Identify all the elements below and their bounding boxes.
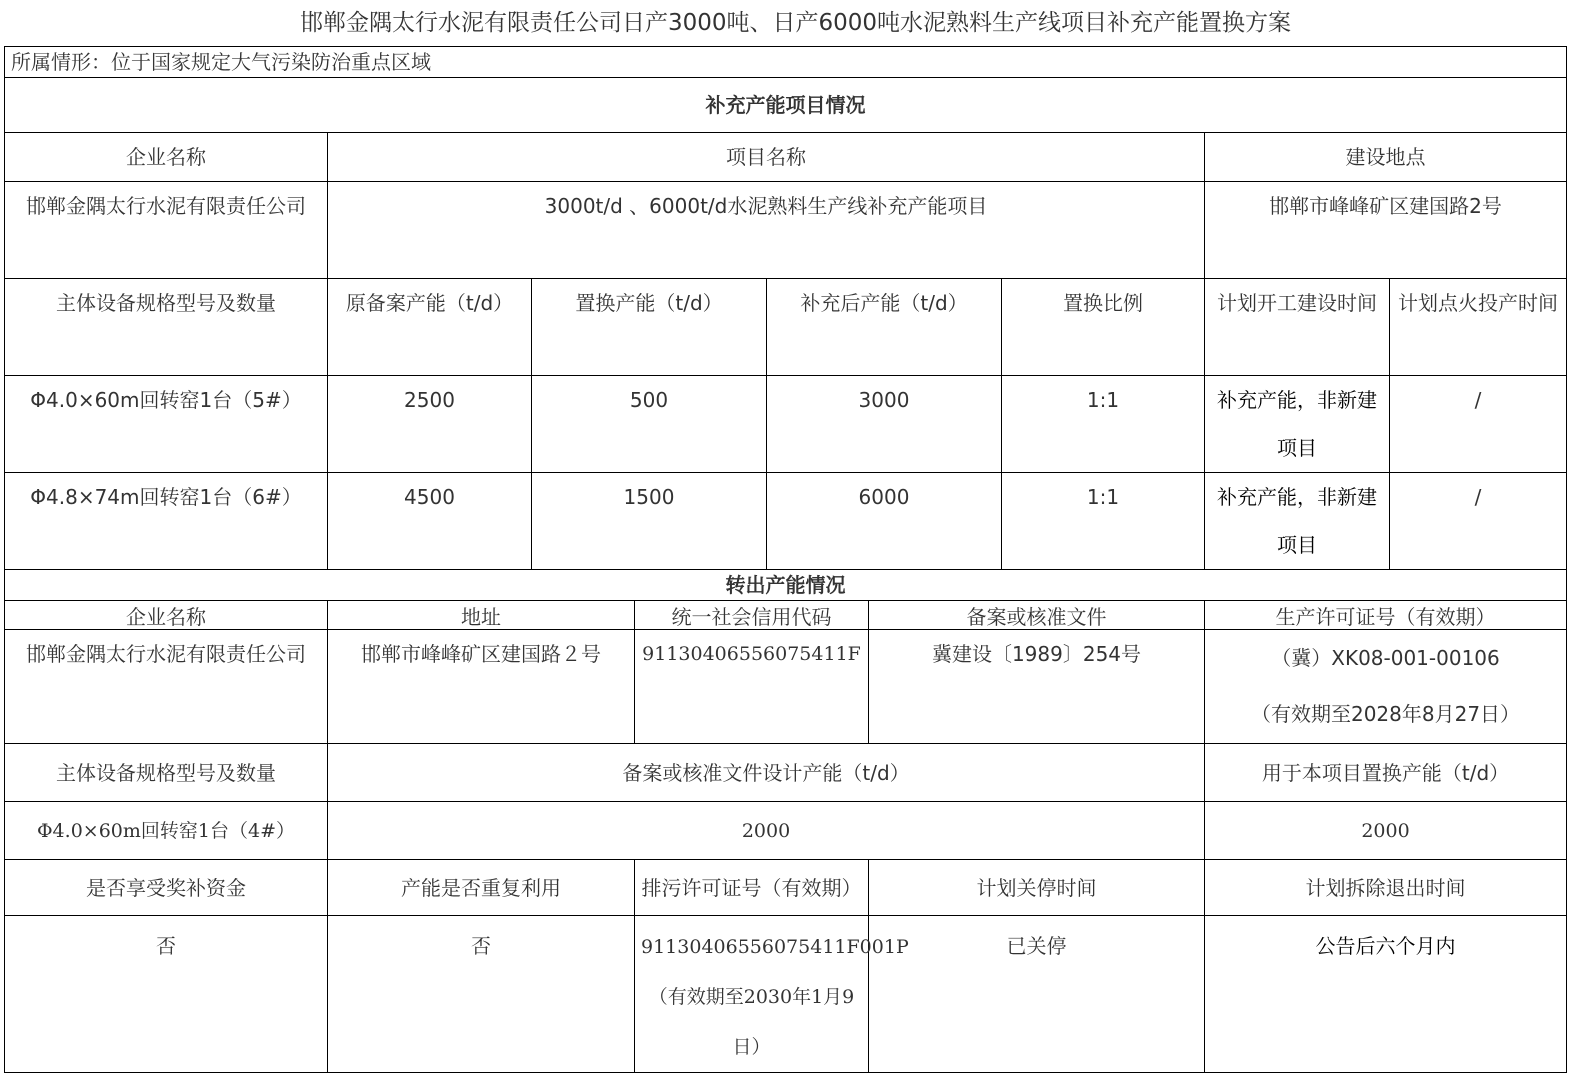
pollution-number: 91130406556075411F001P [641,936,909,958]
transfer-address-header: 地址 [328,601,635,630]
original-capacity-cell: 2500 [328,376,532,473]
transfer-used-cell: 2000 [1205,802,1567,860]
region-cell: 所属情形：位于国家规定大气污染防治重点区域 [5,47,1567,78]
fire-time-cell: / [1390,376,1567,473]
original-capacity-cell: 4500 [328,473,532,570]
capacity-replacement-table [4,46,1567,1073]
reuse-header: 产能是否重复利用 [328,860,635,916]
reuse-cell: 否 [328,916,635,1073]
pollution-header: 排污许可证号（有效期） [635,860,869,916]
transfer-design-cell: 2000 [328,802,1205,860]
replace-capacity-header: 置换产能（t/d） [532,279,767,376]
original-capacity-header: 原备案产能（t/d） [328,279,532,376]
transfer-used-header: 用于本项目置换产能（t/d） [1205,744,1567,802]
supplement-location-header: 建设地点 [1205,133,1567,182]
after-capacity-header: 补充后产能（t/d） [767,279,1002,376]
start-time-cell: 补充产能，非新建项目 [1205,473,1390,570]
ratio-header: 置换比例 [1002,279,1205,376]
supplement-company-header: 企业名称 [5,133,328,182]
equipment-cell: Φ4.0×60m回转窑1台（5#） [5,376,328,473]
start-time-cell: 补充产能，非新建项目 [1205,376,1390,473]
transfer-credit-code: 91130406556075411F [635,630,869,744]
replace-capacity-cell: 500 [532,376,767,473]
ratio-cell: 1:1 [1002,473,1205,570]
transfer-address: 邯郸市峰峰矿区建国路２号 [328,630,635,744]
transfer-design-header: 备案或核准文件设计产能（t/d） [328,744,1205,802]
start-time-header: 计划开工建设时间 [1205,279,1390,376]
document-title: 邯郸金隅太行水泥有限责任公司日产3000吨、日产6000吨水泥熟料生产线项目补充产能置换方案 [299,10,1292,36]
pollution-cell [635,916,909,1073]
table-row [5,376,1567,473]
replace-capacity-cell: 1500 [532,473,767,570]
transfer-credit-header: 统一社会信用代码 [635,601,869,630]
fire-time-cell: / [1390,473,1567,570]
transfer-license-number: （冀）XK08-001-00106 [1271,646,1500,670]
table-row [5,473,1567,570]
equipment-header: 主体设备规格型号及数量 [5,279,328,376]
demolish-cell: 公告后六个月内 [1205,916,1567,1073]
transfer-file-header: 备案或核准文件 [869,601,1205,630]
supplement-company-name: 邯郸金隅太行水泥有限责任公司 [5,182,328,279]
subsidy-cell: 否 [5,916,328,1073]
transfer-equipment-header: 主体设备规格型号及数量 [5,744,328,802]
subsidy-header: 是否享受奖补资金 [5,860,328,916]
transfer-company-header: 企业名称 [5,601,328,630]
supplement-location: 邯郸市峰峰矿区建国路2号 [1205,182,1567,279]
pollution-validity: （有效期至2030年1月9日） [648,986,855,1058]
transfer-company-name: 邯郸金隅太行水泥有限责任公司 [5,630,328,744]
demolish-header: 计划拆除退出时间 [1205,860,1567,916]
after-capacity-cell: 6000 [767,473,1002,570]
equipment-cell: Φ4.8×74m回转窑1台（6#） [5,473,328,570]
transfer-license-validity: （有效期至2028年8月27日） [1250,702,1521,726]
transfer-license-cell [1205,630,1567,744]
fire-time-header: 计划点火投产时间 [1390,279,1567,376]
shutdown-header: 计划关停时间 [869,860,1205,916]
transfer-section-heading: 转出产能情况 [5,570,1567,601]
supplement-section-heading: 补充产能项目情况 [5,78,1567,133]
transfer-license-header: 生产许可证号（有效期） [1205,601,1567,630]
transfer-equipment-cell: Φ4.0×60m回转窑1台（4#） [5,802,328,860]
supplement-project-name: 3000t/d 、6000t/d水泥熟料生产线补充产能项目 [328,182,1205,279]
after-capacity-cell: 3000 [767,376,1002,473]
supplement-project-header: 项目名称 [328,133,1205,182]
shutdown-cell: 已关停 [869,916,1205,1073]
ratio-cell: 1:1 [1002,376,1205,473]
transfer-file: 冀建设〔1989〕254号 [869,630,1205,744]
